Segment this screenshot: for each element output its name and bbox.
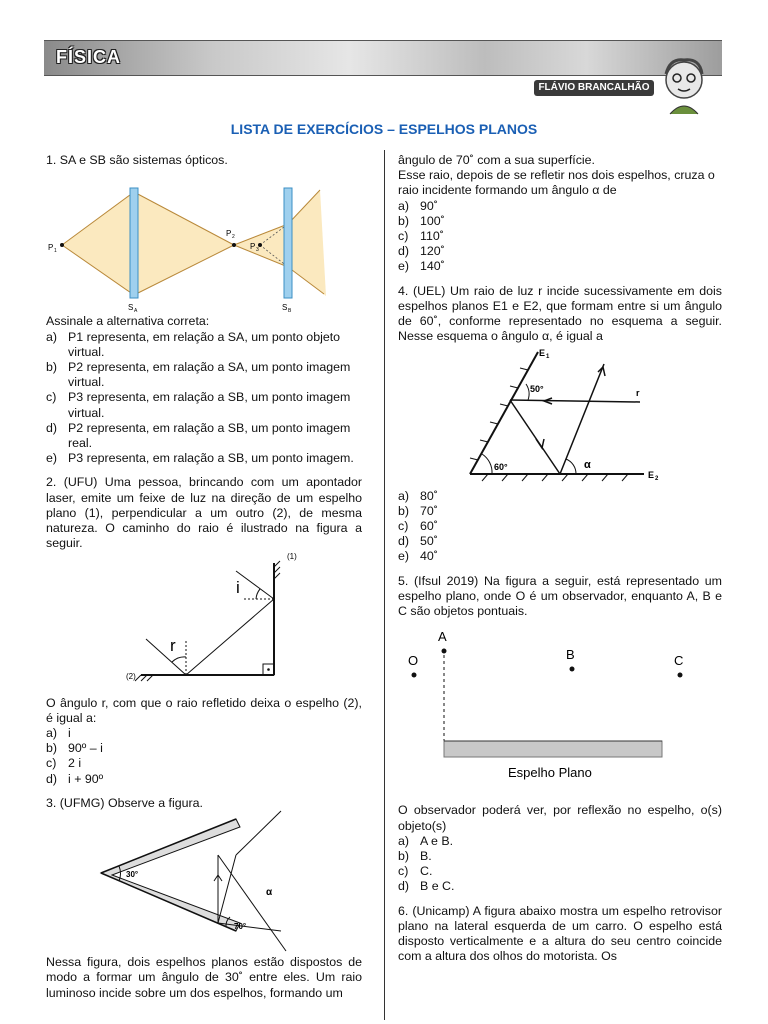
q6-text: 6. (Unicamp) A figura abaixo mostra um espelho retrovisor plano na lateral esquerda de um carro. O espelho está disposto verticalmente e a altura do seu centro coincide com a altura dos olhos do motorista. Os bbox=[398, 903, 722, 964]
q4-option-a: a) 80˚ bbox=[398, 488, 438, 503]
q5-question: O observador poderá ver, por reflexão no espelho, o(s) objeto(s) bbox=[398, 803, 722, 833]
q4-option-d: d) 50˚ bbox=[398, 534, 438, 549]
q1-intro: 1. SA e SB são sistemas ópticos. bbox=[46, 153, 228, 167]
q4-e2-label: E bbox=[648, 470, 655, 481]
svg-text:1: 1 bbox=[546, 354, 550, 361]
q3-option-a: a) 90˚ bbox=[398, 198, 438, 213]
q3-option-b: b) 100˚ bbox=[398, 213, 445, 228]
q3-angle-70: 70° bbox=[234, 922, 247, 932]
q1-option-c: c) P3 representa, em ralação a SB, um ponto imagem bbox=[46, 390, 351, 405]
q3-intro: 3. (UFMG) Observe a figura. bbox=[46, 795, 203, 810]
q5-option-b: b) B. bbox=[398, 849, 432, 864]
svg-text:2: 2 bbox=[655, 476, 659, 483]
q4-alpha: α bbox=[584, 459, 591, 472]
q2-figure bbox=[46, 551, 362, 691]
svg-text:3: 3 bbox=[256, 247, 259, 254]
q1-p1-label: P bbox=[48, 243, 54, 253]
q5-figure bbox=[398, 619, 722, 799]
right-column bbox=[398, 153, 722, 965]
q2-text: 2. (UFU) Uma pessoa, brincando com um apontador laser, emite um feixe de luz na direção de um espelho plano (1), perpendicular a um outro (2), de mesma natureza. O caminho do raio é ilustrado na figura a seguir. bbox=[46, 475, 362, 551]
q4-text: 4. (UEL) Um raio de luz r incide sucessivamente em dois espelhos planos E1 e E2, que formam entre si um ângulo de 60˚, conforme representado no esquema a seguir. Nesse esquema o ângulo α, é igual a bbox=[398, 283, 722, 344]
q4-option-c: c) 60˚ bbox=[398, 519, 438, 534]
header-banner bbox=[44, 40, 722, 76]
q5-point-o: O bbox=[408, 653, 419, 669]
q5-mirror-label: Espelho Plano bbox=[508, 765, 592, 781]
q5-option-a: a) A e B. bbox=[398, 833, 454, 848]
q2-angle-i: i bbox=[236, 578, 240, 598]
q2-mirror2-label: (2) bbox=[126, 672, 136, 682]
author-avatar-icon bbox=[652, 52, 716, 116]
q2-option-d: d) i + 90º bbox=[46, 771, 104, 786]
q3-option-e: e) 140˚ bbox=[398, 259, 445, 274]
q1-option-a: a) P1 representa, em relação a SA, um ponto objeto bbox=[46, 329, 341, 344]
q2-option-a: a) i bbox=[46, 726, 71, 741]
q5-point-a: A bbox=[438, 629, 447, 645]
q3-continued-2: Esse raio, depois de se refletir nos dois espelhos, cruza o raio incidente formando um ângulo α de bbox=[398, 168, 715, 198]
q5-option-c: c) C. bbox=[398, 864, 433, 879]
q4-option-e: e) 40˚ bbox=[398, 549, 438, 564]
q5-point-b: B bbox=[566, 647, 575, 663]
q1-option-d: d) P2 representa, em ralação a SB, um ponto imagem bbox=[46, 420, 351, 435]
q4-e1-label: E bbox=[539, 348, 546, 359]
q1-sa-label: S bbox=[128, 303, 134, 313]
svg-text:A: A bbox=[134, 308, 138, 315]
page-title: LISTA DE EXERCÍCIOS – ESPELHOS PLANOS bbox=[230, 121, 538, 137]
q3-text: Nessa figura, dois espelhos planos estão dispostos de modo a formar um ângulo de 30˚ entre eles. Um raio luminoso incide sobre um dos espelhos, formando um bbox=[46, 955, 362, 1000]
q1-p2-label: P bbox=[226, 229, 232, 239]
q4-ray-r: r bbox=[636, 388, 640, 399]
q1-option-b: b) P2 representa, em ralação a SA, um ponto imagem bbox=[46, 360, 351, 375]
q3-figure bbox=[46, 811, 362, 951]
q5-text: 5. (Ifsul 2019) Na figura a seguir, está representado um espelho plano, onde O é um observador, enquanto A, B e C são objetos pontuais. bbox=[398, 573, 722, 619]
q3-continued: ângulo de 70˚ com a sua superfície. bbox=[398, 153, 595, 167]
q2-option-b: b) 90º – i bbox=[46, 741, 103, 756]
q1-option-e: e) P3 representa, em ralação a SB, um ponto imagem. bbox=[46, 451, 354, 466]
q3-alpha: α bbox=[266, 887, 273, 899]
q1-prompt: Assinale a alternativa correta: bbox=[46, 314, 210, 329]
column-divider bbox=[384, 150, 385, 1020]
q1-sb-label: S bbox=[282, 303, 288, 313]
q4-angle-60: 60° bbox=[494, 462, 508, 473]
q4-figure bbox=[398, 344, 722, 484]
q1-p3-label: P bbox=[250, 242, 256, 252]
svg-text:2: 2 bbox=[232, 234, 235, 241]
q4-angle-50: 50° bbox=[530, 384, 544, 395]
svg-text:1: 1 bbox=[54, 248, 57, 255]
q2-angle-r: r bbox=[170, 636, 176, 656]
q2-mirror1-label: (1) bbox=[287, 552, 297, 562]
q5-option-d: d) B e C. bbox=[398, 879, 455, 894]
author-name: FLÁVIO BRANCALHÃO bbox=[534, 80, 654, 96]
q3-angle-30: 30° bbox=[126, 870, 139, 880]
left-column: 1. SA e SB são sistemas ópticos. P 1 P 2 P 3 S A S B Assinale a alternativa correta: a) P1 representa, em relação a SA, um ponto objeto virtual. b) P2 representa, em ralação a SA, um ponto imagem virtual. c) P3 representa, em ralação a SB, um ponto imagem virtual. d) P2 representa, em ralação a SB, um ponto imagem real. e) P3 representa, em ralação a SB, um ponto imagem. 2. (UFU) Uma pessoa, brincando com um apontador laser, emite um feixe de luz na direção de um espelho plano (1), perpendicular a um outro (2), de mesma natureza. O caminho do raio é ilustrado na figura a seguir. (1) (2) i r O ângulo r, com que o raio refletido deixa o espelho (2), é igual a: a) i b) 90º – i c) 2 i d) i + 90º 3. (UFMG) Observe a figura. 30° 70° α Nessa figura, dois espelhos planos estão dispostos de modo a formar um ângulo de 30˚ entre eles. Um raio luminoso incide sobre um dos espelhos, formando um bbox=[46, 153, 362, 1000]
q1-figure bbox=[46, 168, 362, 315]
q5-point-c: C bbox=[674, 653, 684, 669]
q2-option-c: c) 2 i bbox=[46, 756, 82, 771]
q3-option-c: c) 110˚ bbox=[398, 229, 444, 244]
subject-label: FÍSICA bbox=[56, 47, 122, 67]
q3-option-d: d) 120˚ bbox=[398, 244, 445, 259]
q2-question: O ângulo r, com que o raio refletido deixa o espelho (2), é igual a: bbox=[46, 695, 362, 725]
svg-text:B: B bbox=[288, 308, 292, 315]
q4-option-b: b) 70˚ bbox=[398, 503, 438, 518]
